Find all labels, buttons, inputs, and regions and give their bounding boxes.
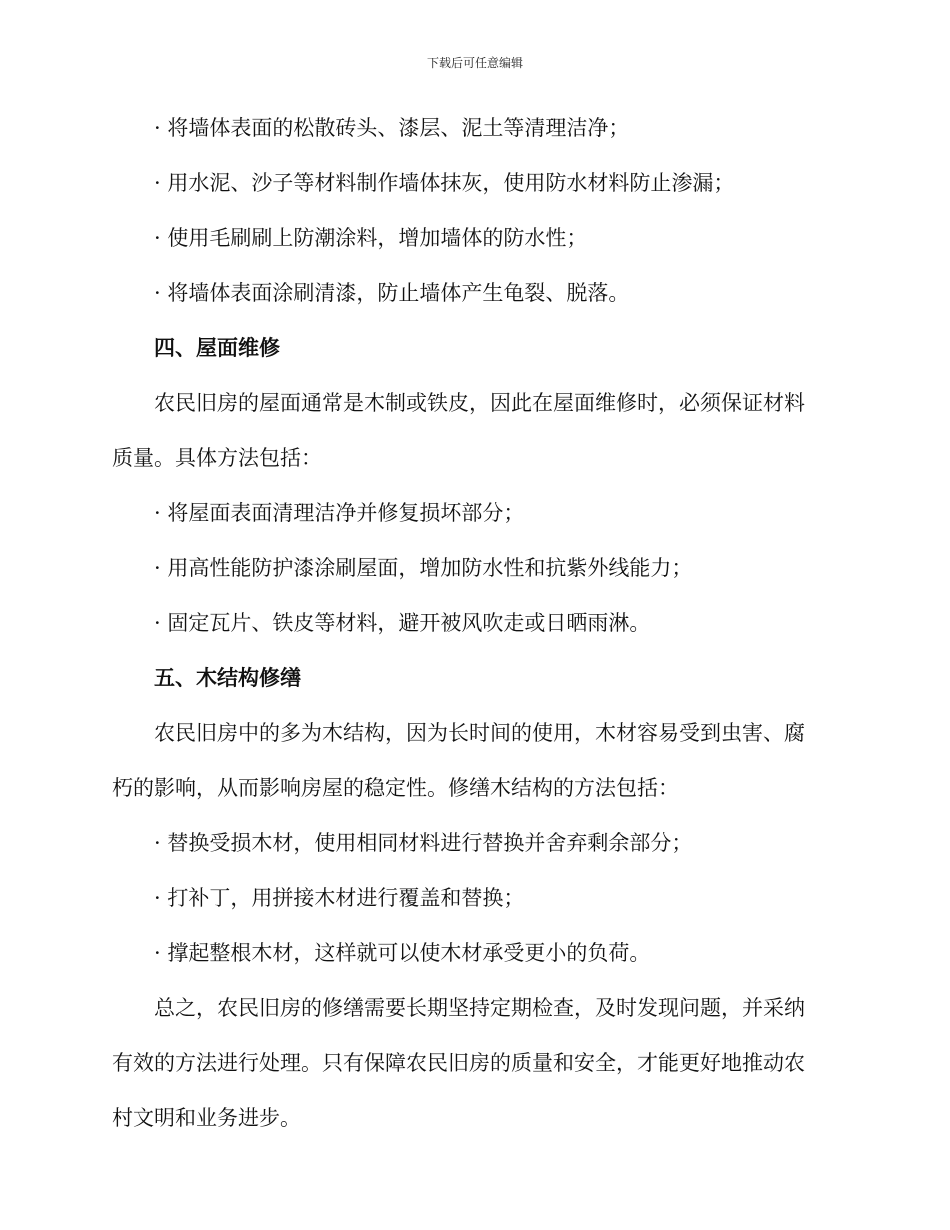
bullet-item: · 将屋面表面清理洁净并修复损坏部分；: [154, 501, 525, 525]
paragraph-line: 农民旧房的屋面通常是木制或铁皮，因此在屋面维修时，必须保证材料: [154, 391, 805, 415]
bullet-item: · 将墙体表面涂刷清漆，防止墙体产生龟裂、脱落。: [154, 281, 630, 305]
section-heading-roof: 四、屋面维修: [154, 336, 280, 360]
conclusion-line: 村文明和业务进步。: [112, 1106, 301, 1130]
bullet-item: · 用高性能防护漆涂刷屋面，增加防水性和抗紫外线能力；: [154, 556, 693, 580]
page-header: 下载后可任意编辑: [426, 56, 523, 70]
bullet-item: · 打补丁，用拼接木材进行覆盖和替换；: [154, 886, 525, 910]
bullet-item: · 将墙体表面的松散砖头、漆层、泥土等清理洁净；: [154, 116, 630, 140]
conclusion-line: 总之，农民旧房的修缮需要长期坚持定期检查，及时发现问题，并采纳: [154, 996, 805, 1020]
bullet-item: · 使用毛刷刷上防潮涂料，增加墙体的防水性；: [154, 226, 588, 250]
paragraph-line: 农民旧房中的多为木结构，因为长时间的使用，木材容易受到虫害、腐: [154, 721, 805, 745]
bullet-item: · 撑起整根木材，这样就可以使木材承受更小的负荷。: [154, 941, 651, 965]
document-body: [112, 108, 832, 1138]
paragraph-line: 质量。具体方法包括：: [112, 446, 322, 470]
section-heading-wood: 五、木结构修缮: [154, 666, 301, 690]
bullet-item: · 替换受损木材，使用相同材料进行替换并舍弃剩余部分；: [154, 831, 693, 855]
paragraph-line: 朽的影响，从而影响房屋的稳定性。修缮木结构的方法包括：: [112, 776, 679, 800]
bullet-item: · 固定瓦片、铁皮等材料，避开被风吹走或日晒雨淋。: [154, 611, 651, 635]
bullet-item: · 用水泥、沙子等材料制作墙体抹灰，使用防水材料防止渗漏；: [154, 171, 735, 195]
conclusion-line: 有效的方法进行处理。只有保障农民旧房的质量和安全，才能更好地推动农: [112, 1051, 805, 1075]
